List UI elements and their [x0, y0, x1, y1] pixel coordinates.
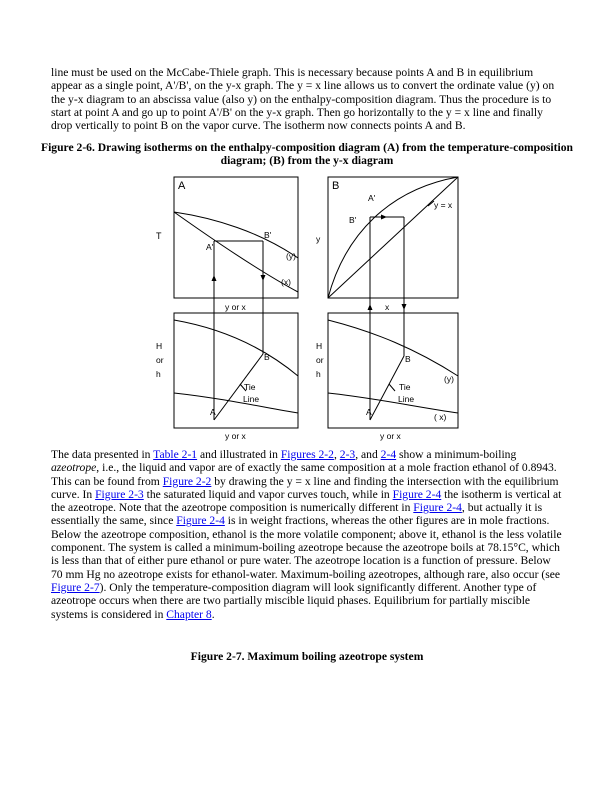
- p2-text-7: by drawing the y = x line and finding the intersection with the equilibrium curve. In: [51, 474, 559, 501]
- p2-text-12: ). Only the temperature-composition diagram will look significantly different. Another type of azeotrope occurs when there are two partially miscible liquid phases. Equilibrium for partially miscible systems is considered in: [51, 580, 537, 621]
- p2-text-8: the saturated liquid and vapor curves touch, while in: [143, 487, 393, 501]
- link-figure-2-4-d[interactable]: Figure 2-4: [176, 514, 225, 528]
- tie-label-b-1: Tie: [399, 382, 411, 392]
- panel-a-h-liquid-curve: [174, 393, 298, 413]
- link-figure-2-3[interactable]: 2-3: [339, 448, 356, 461]
- panel-a-liquid-curve: [174, 212, 298, 292]
- figure-2-6-caption: Figure 2-6. Drawing isotherms on the enthalpy-composition diagram (A) from the temperature-composition diagram; (B) from the y-x diagram: [41, 141, 573, 168]
- h-axis-label-b-3: h: [316, 369, 321, 379]
- arrow-right-b: [381, 215, 387, 220]
- link-figure-2-3-b[interactable]: Figure 2-3: [95, 487, 144, 501]
- h-axis-label-a-3: h: [156, 369, 161, 379]
- p2-text-6: , i.e., the liquid and vapor are of exactly the same composition at a mole fraction ethanol of 0.8943. This can be found from: [51, 461, 557, 488]
- point-b-label-a: B: [264, 352, 270, 362]
- x-curve-label-b: ( x): [434, 412, 447, 422]
- y-eq-x-label: y = x: [434, 200, 453, 210]
- link-figure-2-2-b[interactable]: Figure 2-2: [162, 474, 212, 488]
- a-prime-label: A': [206, 242, 214, 252]
- tie-label-a-2: Line: [243, 394, 260, 404]
- b-prime-label-a: B': [264, 230, 272, 240]
- panel-b-h-liquid-curve: [328, 393, 458, 413]
- point-b-label-b: B: [405, 354, 411, 364]
- tie-label-a-1: Tie: [244, 382, 256, 392]
- p2-text-13: .: [211, 607, 215, 621]
- arrow-up-b: [368, 304, 373, 310]
- y-curve-label-a: (y): [286, 251, 296, 261]
- y-axis-label-b: y: [316, 234, 321, 244]
- panel-b-tie-pointer: [389, 384, 395, 391]
- link-table-2-1[interactable]: Table 2-1: [153, 448, 198, 461]
- p2-text-9: the isotherm is vertical at the azeotrope. Note that the azeotrope composition is numerically different in: [51, 487, 562, 515]
- p2-text-1: The data presented in: [51, 448, 154, 461]
- x-axis-label-b-bottom: y or x: [380, 431, 401, 441]
- panel-a-vapor-curve: [174, 212, 298, 258]
- panel-a-tie-line: [214, 354, 263, 420]
- p2-text-2: and illustrated in: [197, 448, 281, 461]
- figure-2-6-diagram: [156, 174, 462, 442]
- p2-text-10: , but actually it is essentially the same, since: [51, 501, 543, 528]
- x-axis-label-a-bottom: y or x: [225, 431, 246, 441]
- panel-a-hx-frame: [174, 313, 298, 428]
- p2-text-3: ,: [333, 448, 340, 461]
- link-figure-2-4-c[interactable]: Figure 2-4: [413, 501, 462, 515]
- p2-text-11: is in weight fractions, whereas the other figures are in mole fractions. Below the azeotrope composition, ethanol is the more volatile component; above it, ethanol is the less volatile component. The system is called a minimum-boiling azeotrope because the azeotrope boils at 78.15°C, which is less than that of either pure ethanol or pure water. The azeotrope location is a function of pressure. Below 70 mm Hg no azeotrope exists for ethanol-water. Maximum-boiling azeotropes, although rare, also occur (see: [51, 514, 562, 581]
- h-axis-label-a-2: or: [156, 355, 164, 365]
- tie-label-b-2: Line: [398, 394, 415, 404]
- body-paragraph-1: line must be used on the McCabe-Thiele graph. This is necessary because points A and B in equilibrium appear as a single point, A'/B', on the y-x graph. The y = x line allows us to convert the ordinate value (y) on the y-x diagram to an abscissa value (also y) on the enthalpy-composition diagram. Thus the procedure is to start at point A and go up to point A'/B' on the y-x graph. Then go horizontally to the y = x line and finally drop vertically to point B on the vapor curve. The isotherm now connects points A and B.: [51, 66, 555, 133]
- panel-b-h-vapor-curve: [328, 320, 458, 376]
- link-figure-2-7[interactable]: Figure 2-7: [51, 580, 100, 594]
- a-prime-label-b: A': [368, 193, 376, 203]
- point-a-label-b: A: [366, 407, 372, 417]
- x-mark-label-b: x: [385, 302, 390, 312]
- body-paragraph-2: [51, 448, 563, 621]
- panel-a-label: A: [178, 180, 186, 192]
- figure-2-7-caption: Figure 2-7. Maximum boiling azeotrope system: [190, 650, 424, 663]
- link-chapter-8[interactable]: Chapter 8: [166, 607, 212, 621]
- point-a-label-a: A: [210, 407, 216, 417]
- p2-text-4: , and: [355, 448, 381, 461]
- p2-text-5: show a minimum-boiling: [396, 448, 517, 461]
- h-axis-label-a-1: H: [156, 341, 163, 351]
- panel-b-diagonal: [328, 177, 458, 298]
- t-axis-label: T: [156, 231, 162, 241]
- y-curve-label-b: (y): [444, 374, 454, 384]
- arrow-down-b: [402, 304, 407, 310]
- link-figure-2-2[interactable]: Figures 2-2: [280, 448, 334, 461]
- x-axis-label-a-top: y or x: [225, 302, 246, 312]
- arrow-up-a: [212, 275, 217, 281]
- h-axis-label-b-2: or: [316, 355, 324, 365]
- p2-italic-azeotrope: azeotrope: [51, 461, 97, 475]
- panel-b-hx-frame: [328, 313, 458, 428]
- panel-a-tx-frame: [174, 177, 298, 298]
- link-figure-2-4-b[interactable]: Figure 2-4: [392, 487, 442, 501]
- panel-b-label: B: [332, 180, 340, 192]
- arrow-down-a: [261, 275, 266, 281]
- link-figure-2-4[interactable]: 2-4: [380, 448, 397, 461]
- x-curve-label-a: (x): [281, 277, 291, 287]
- b-prime-label-b: B': [349, 215, 357, 225]
- h-axis-label-b-1: H: [316, 341, 323, 351]
- panel-a-h-vapor-curve: [174, 320, 298, 376]
